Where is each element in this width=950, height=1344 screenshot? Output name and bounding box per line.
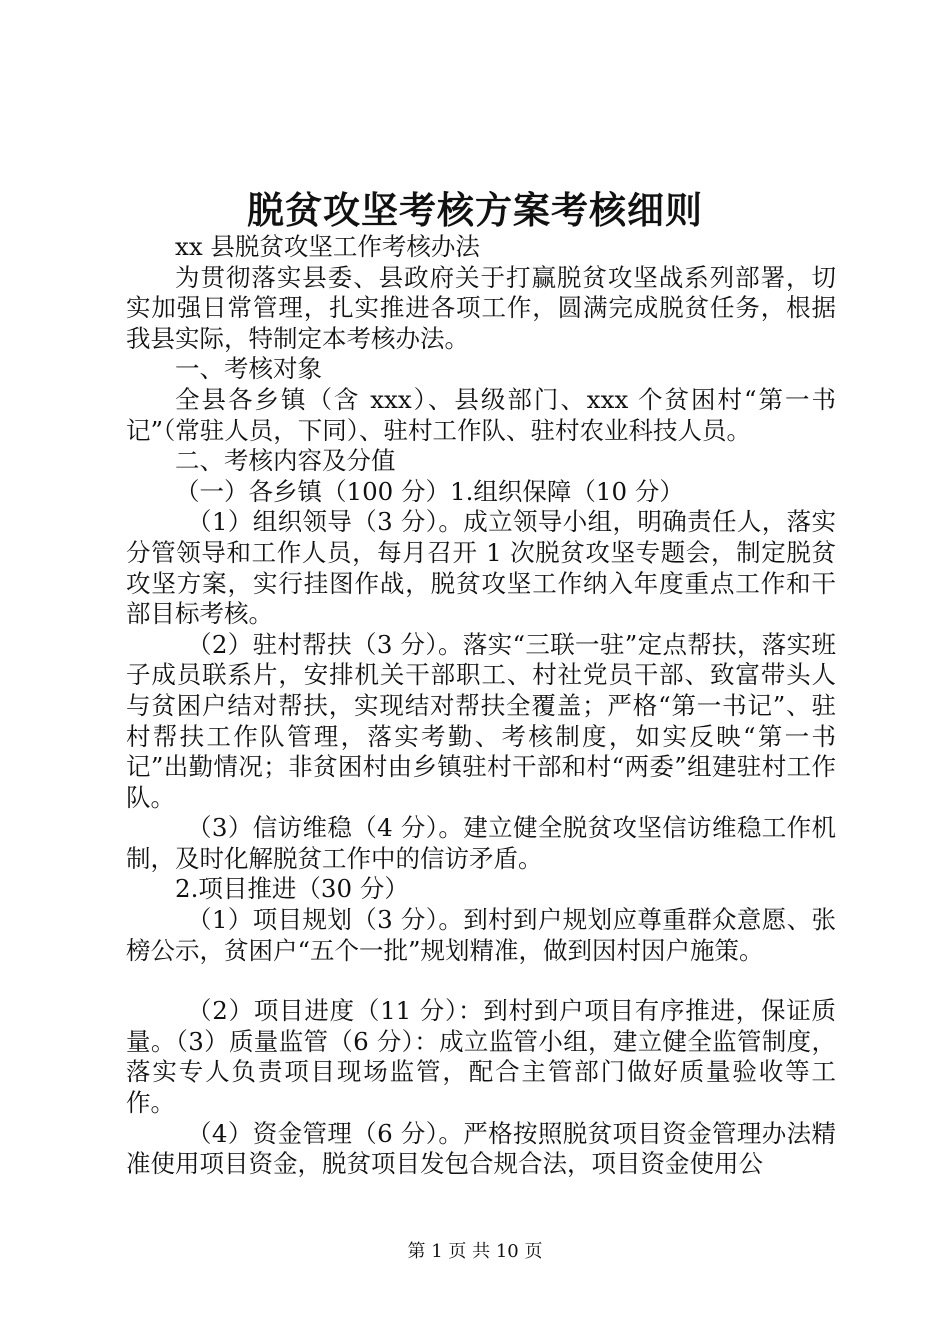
paragraph-intro: 为贯彻落实县委、县政府关于打赢脱贫攻坚战系列部署，切实加强日常管理，扎实推进各项工作，圆满完成脱贫任务，根据我县实际，特制定本考核办法。: [126, 262, 836, 353]
page-number-footer: 第 1 页 共 10 页: [407, 1241, 543, 1262]
heading-project-progress: 2.项目推进（30 分）: [175, 874, 409, 904]
document-body: [126, 232, 836, 1180]
paragraph-gap: [126, 966, 836, 996]
paragraph-project-schedule: （2）项目进度（11 分）：到村到户项目有序推进，保证质量。（3）质量监管（6 分）：成立监管小组，建立健全监管制度，落实专人负责项目现场监管，配合主管部门做好质量验收等工作。: [126, 996, 836, 1118]
document-title: 脱贫攻坚考核方案考核细则: [247, 188, 703, 232]
paragraph-organization-leadership: （1）组织领导（3 分）。成立领导小组，明确责任人，落实分管领导和工作人员，每月召开 1 次脱贫攻坚专题会，制定脱贫攻坚方案，实行挂图作战，脱贫攻坚工作纳入年度重点工作和干部目标考核。: [126, 507, 836, 629]
paragraph-project-planning: （1）项目规划（3 分）。到村到户规划应尊重群众意愿、张榜公示，贫困户“五个一批”规划精准，做到因村因户施策。: [126, 905, 836, 965]
paragraph-village-assistance: （2）驻村帮扶（3 分）。落实“三联一驻”定点帮扶，落实班子成员联系片，安排机关干部职工、村社党员干部、致富带头人与贫困户结对帮扶，实现结对帮扶全覆盖；严格“第一书记”、驻村帮扶工作队管理，落实考勤、考核制度，如实反映“第一书记”出勤情况；非贫困村由乡镇驻村干部和村“两委”组建驻村工作队。: [126, 629, 836, 812]
heading-assessment-targets: 一、考核对象: [175, 354, 322, 384]
paragraph-fund-management: （4）资金管理（6 分）。严格按照脱贫项目资金管理办法精准使用项目资金，脱贫项目发包合规合法，项目资金使用公: [126, 1118, 836, 1179]
paragraph-targets: 全县各乡镇（含 xxx）、县级部门、xxx 个贫困村“第一书记”（常驻人员，下同）、驻村工作队、驻村农业科技人员。: [126, 384, 836, 445]
paragraph-subtitle: xx 县脱贫攻坚工作考核办法: [175, 232, 480, 261]
paragraph-township-section: （一）各乡镇（100 分）1.组织保障（10 分）: [175, 476, 684, 506]
paragraph-petition-stability: （3）信访维稳（4 分）。建立健全脱贫攻坚信访维稳工作机制，及时化解脱贫工作中的信访矛盾。: [126, 813, 836, 873]
heading-assessment-content: 二、考核内容及分值: [175, 446, 396, 476]
